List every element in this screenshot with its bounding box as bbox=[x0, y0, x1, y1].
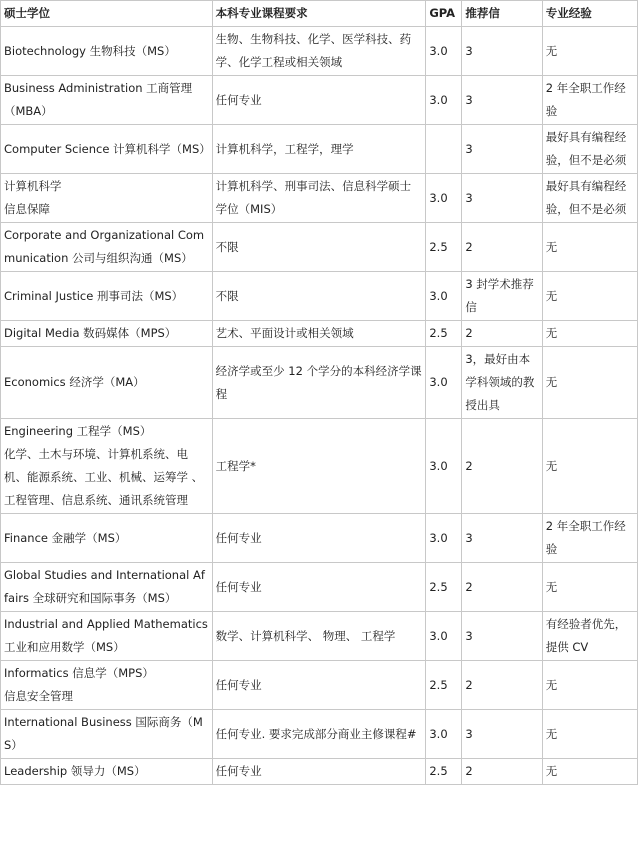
requirement-cell: 生物、生物科技、化学、医学科技、药学、化学工程或相关领域 bbox=[212, 27, 426, 76]
degree-cell: International Business 国际商务（MS） bbox=[1, 710, 213, 759]
gpa-cell: 3.0 bbox=[426, 612, 462, 661]
experience-cell: 有经验者优先，提供 CV bbox=[542, 612, 637, 661]
degree-cell: Informatics 信息学（MPS） 信息安全管理 bbox=[1, 661, 213, 710]
table-row bbox=[1, 612, 638, 661]
gpa-cell: 2.5 bbox=[426, 759, 462, 785]
table-row bbox=[1, 223, 638, 272]
degree-cell: Biotechnology 生物科技（MS） bbox=[1, 27, 213, 76]
header-gpa: GPA bbox=[426, 1, 462, 27]
degree-cell: Digital Media 数码媒体（MPS） bbox=[1, 321, 213, 347]
experience-cell: 无 bbox=[542, 759, 637, 785]
requirement-cell: 任何专业 bbox=[212, 514, 426, 563]
gpa-cell bbox=[426, 125, 462, 174]
table-row bbox=[1, 419, 638, 514]
experience-cell: 无 bbox=[542, 661, 637, 710]
experience-cell: 最好具有编程经验，但不是必须 bbox=[542, 125, 637, 174]
recommendation-cell: 3，最好由本学科领域的教授出具 bbox=[462, 347, 542, 419]
header-experience: 专业经验 bbox=[542, 1, 637, 27]
gpa-cell: 3.0 bbox=[426, 710, 462, 759]
requirement-cell: 计算机科学，工程学，理学 bbox=[212, 125, 426, 174]
table-row bbox=[1, 563, 638, 612]
gpa-cell: 3.0 bbox=[426, 174, 462, 223]
degree-cell: Industrial and Applied Mathematics 工业和应用数学（MS） bbox=[1, 612, 213, 661]
degree-cell: Engineering 工程学（MS） 化学、土木与环境、计算机系统、电机、能源系统、工业、机械、运筹学 、工程管理、信息系统、通讯系统管理 bbox=[1, 419, 213, 514]
recommendation-cell: 3 bbox=[462, 76, 542, 125]
experience-cell: 无 bbox=[542, 272, 637, 321]
table-row bbox=[1, 514, 638, 563]
recommendation-cell: 3 bbox=[462, 27, 542, 76]
requirement-cell: 计算机科学、刑事司法、信息科学硕士学位（MIS） bbox=[212, 174, 426, 223]
degree-cell: Economics 经济学（MA） bbox=[1, 347, 213, 419]
table-row bbox=[1, 661, 638, 710]
experience-cell: 无 bbox=[542, 321, 637, 347]
experience-cell: 最好具有编程经验，但不是必须 bbox=[542, 174, 637, 223]
experience-cell: 无 bbox=[542, 710, 637, 759]
gpa-cell: 3.0 bbox=[426, 76, 462, 125]
recommendation-cell: 2 bbox=[462, 419, 542, 514]
requirement-cell: 任何专业 bbox=[212, 563, 426, 612]
requirement-cell: 任何专业. 要求完成部分商业主修课程# bbox=[212, 710, 426, 759]
experience-cell: 无 bbox=[542, 223, 637, 272]
experience-cell: 2 年全职工作经验 bbox=[542, 514, 637, 563]
gpa-cell: 2.5 bbox=[426, 321, 462, 347]
table-row bbox=[1, 710, 638, 759]
experience-cell: 无 bbox=[542, 27, 637, 76]
gpa-cell: 3.0 bbox=[426, 514, 462, 563]
recommendation-cell: 2 bbox=[462, 321, 542, 347]
table-header-row bbox=[1, 1, 638, 27]
recommendation-cell: 2 bbox=[462, 661, 542, 710]
requirement-cell: 不限 bbox=[212, 272, 426, 321]
recommendation-cell: 3 bbox=[462, 514, 542, 563]
requirement-cell: 任何专业 bbox=[212, 76, 426, 125]
requirement-cell: 不限 bbox=[212, 223, 426, 272]
table-row bbox=[1, 321, 638, 347]
table-body bbox=[1, 27, 638, 785]
recommendation-cell: 2 bbox=[462, 223, 542, 272]
requirement-cell: 数学、计算机科学、 物理、 工程学 bbox=[212, 612, 426, 661]
table-row bbox=[1, 759, 638, 785]
degree-cell: Global Studies and International Affairs 全球研究和国际事务（MS） bbox=[1, 563, 213, 612]
requirement-cell: 任何专业 bbox=[212, 759, 426, 785]
degree-cell: Business Administration 工商管理（MBA） bbox=[1, 76, 213, 125]
table-row bbox=[1, 347, 638, 419]
recommendation-cell: 3 bbox=[462, 612, 542, 661]
requirement-cell: 经济学或至少 12 个学分的本科经济学课程 bbox=[212, 347, 426, 419]
recommendation-cell: 3 bbox=[462, 125, 542, 174]
degree-cell: Corporate and Organizational Communication 公司与组织沟通（MS） bbox=[1, 223, 213, 272]
header-recommendation: 推荐信 bbox=[462, 1, 542, 27]
degree-cell: Computer Science 计算机科学（MS） bbox=[1, 125, 213, 174]
recommendation-cell: 2 bbox=[462, 563, 542, 612]
table-row bbox=[1, 76, 638, 125]
experience-cell: 无 bbox=[542, 347, 637, 419]
gpa-cell: 3.0 bbox=[426, 27, 462, 76]
recommendation-cell: 3 封学术推荐信 bbox=[462, 272, 542, 321]
gpa-cell: 2.5 bbox=[426, 223, 462, 272]
experience-cell: 无 bbox=[542, 419, 637, 514]
recommendation-cell: 3 bbox=[462, 174, 542, 223]
requirement-cell: 工程学* bbox=[212, 419, 426, 514]
requirement-cell: 艺术、平面设计或相关领域 bbox=[212, 321, 426, 347]
table-row bbox=[1, 272, 638, 321]
experience-cell: 无 bbox=[542, 563, 637, 612]
requirement-cell: 任何专业 bbox=[212, 661, 426, 710]
degree-cell: Finance 金融学（MS） bbox=[1, 514, 213, 563]
recommendation-cell: 3 bbox=[462, 710, 542, 759]
header-degree: 硕士学位 bbox=[1, 1, 213, 27]
table-row bbox=[1, 174, 638, 223]
recommendation-cell: 2 bbox=[462, 759, 542, 785]
degree-cell: 计算机科学 信息保障 bbox=[1, 174, 213, 223]
gpa-cell: 3.0 bbox=[426, 272, 462, 321]
table-row bbox=[1, 27, 638, 76]
table-row bbox=[1, 125, 638, 174]
degree-cell: Leadership 领导力（MS） bbox=[1, 759, 213, 785]
gpa-cell: 3.0 bbox=[426, 347, 462, 419]
gpa-cell: 2.5 bbox=[426, 661, 462, 710]
gpa-cell: 2.5 bbox=[426, 563, 462, 612]
degree-cell: Criminal Justice 刑事司法（MS） bbox=[1, 272, 213, 321]
gpa-cell: 3.0 bbox=[426, 419, 462, 514]
experience-cell: 2 年全职工作经验 bbox=[542, 76, 637, 125]
header-undergrad-requirements: 本科专业课程要求 bbox=[212, 1, 426, 27]
